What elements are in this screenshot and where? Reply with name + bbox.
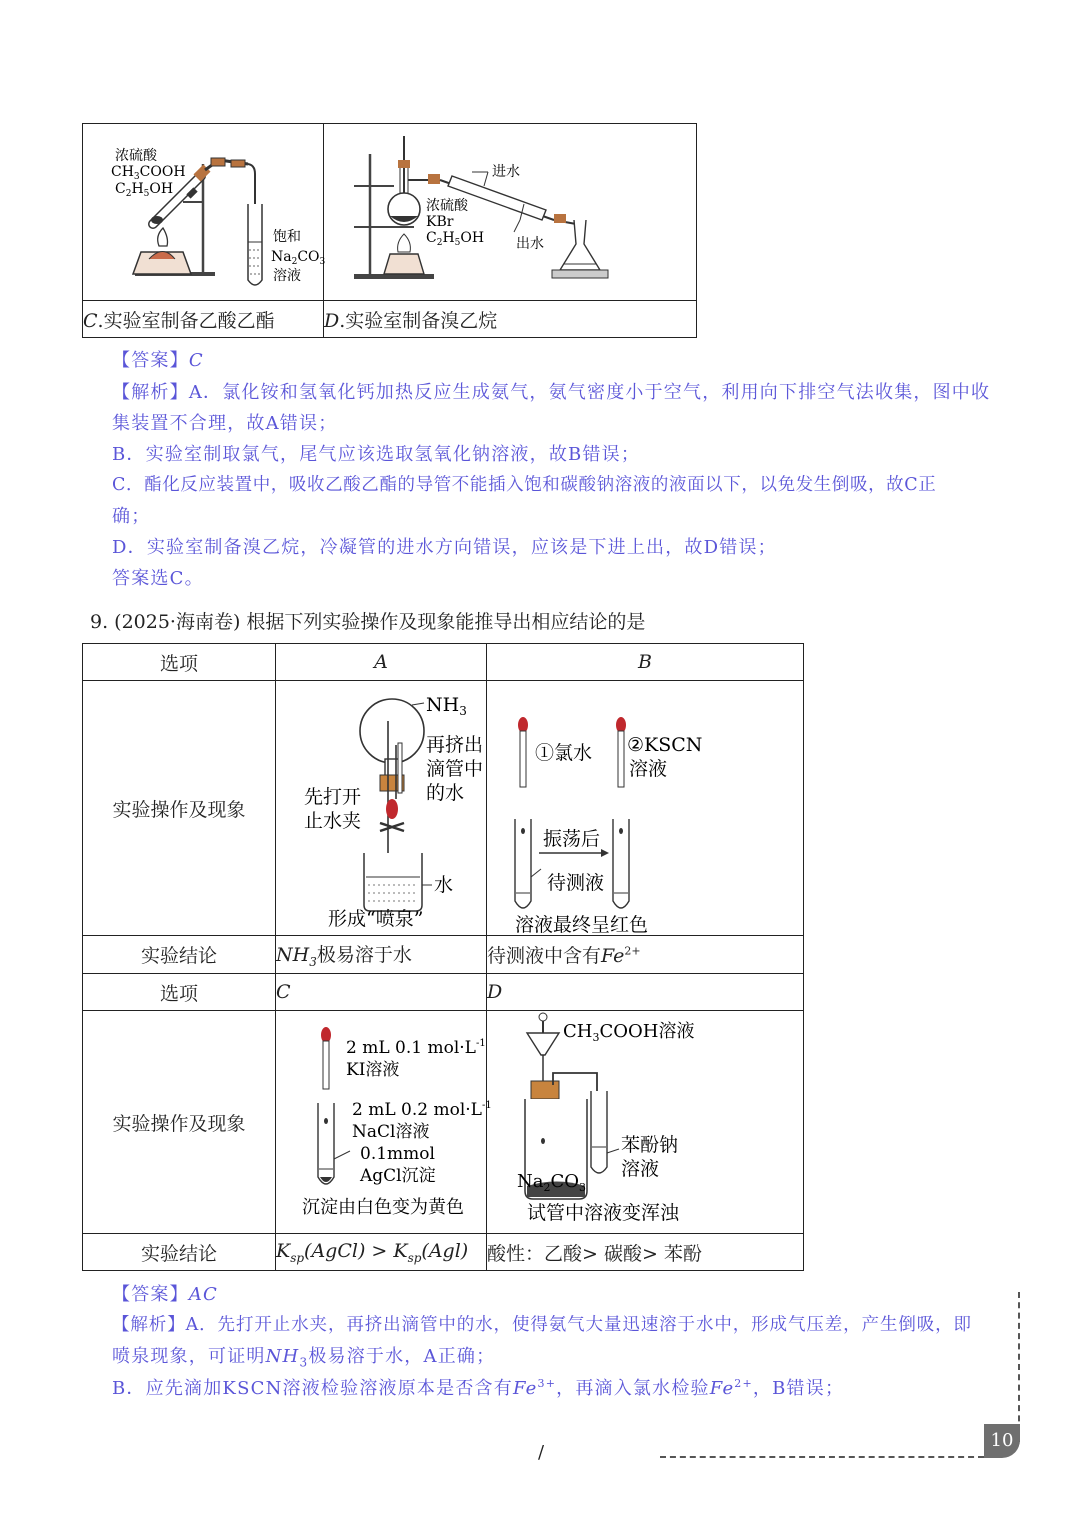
fig-c-label-na2co3: $Na_2CO_3$ [271,249,326,267]
fig-a-label-nh3: $NH_3$ [426,694,467,718]
row-label-conclusion-ab: 实验结论 [83,936,276,974]
fig-a-caption: 形成“喷泉” [328,908,424,930]
page-number-badge [984,1424,1020,1458]
fig-c2-label-ki-conc: 2 mL 0.1 $mol\cdot L^{-1}$ [346,1038,486,1058]
experiment-table [82,643,804,1271]
fig-b-label-kscn: ②KSCN [627,734,703,756]
header-a: A [276,644,487,681]
fig-b-label-sample: 待测液 [547,872,605,894]
fig-a-label-water: 水 [434,874,454,896]
fig-d2-label-na2co3: $Na_2CO_3$ [517,1171,587,1194]
header-option: 选项 [83,644,276,681]
fig-c-label-solution: 溶液 [273,268,301,284]
figure-precipitate-conversion [276,1011,492,1233]
figure-fe-test [487,681,803,935]
footer-dashed-vertical [1018,1292,1020,1442]
question-9-stem: 9. (2025·海南卷) 根据下列实验操作及现象能推导出相应结论的是 [90,611,646,633]
answer-2: 【答案】AC [112,1284,218,1305]
fig-d-label-water-in: 进水 [492,164,520,180]
analysis-1-line-7: 答案选C。 [112,568,204,589]
fig-a-label-open-2: 止水夹 [304,810,362,832]
fig-a-label-squeeze-2: 滴管中 [426,758,484,780]
fig-d-label-ethanol: $C_2H_5OH$ [426,230,485,248]
fig-c-label-ethanol: $C_2H_5OH$ [115,181,174,199]
fig-c-label-acetic: $CH_3COOH$ [111,164,186,182]
fig-c2-caption: 沉淀由白色变为黄色 [302,1197,464,1218]
fig-b-caption: 溶液最终呈红色 [515,914,649,936]
fig-d2-label-phenolate-sol: 溶液 [621,1158,660,1180]
row-label-operation-cd: 实验操作及现象 [83,1011,276,1234]
conclusion-c: $K_{sp}(AgCl) > K_{sp}(Agl)$ [276,1234,487,1271]
label-cell-d: D.实验室制备溴乙烷 [324,301,697,338]
row-label-operation-ab: 实验操作及现象 [83,681,276,936]
analysis-1-line-6: D．实验室制备溴乙烷，冷凝管的进水方向错误，应该是下进上出，故D错误； [112,537,777,558]
header-c: C [276,974,487,1011]
analysis-1-line-1: 【解析】A．氯化铵和氢氧化钙加热反应生成氨气，氨气密度小于空气，利用向下排空气法收集，图中收 [112,382,991,403]
fig-c2-label-nacl-conc: 2 mL 0.2 $mol\cdot L^{-1}$ [352,1100,492,1120]
fig-c2-label-agcl: AgCl沉淀 [360,1166,436,1186]
analysis-2-line-1: 【解析】A．先打开止水夹，再挤出滴管中的水，使得氨气大量迅速溶于水中，形成气压差，产生倒吸，即 [112,1315,972,1335]
figure-ester-apparatus [83,124,326,300]
header-d: D [487,974,804,1011]
analysis-2-line-2: 喷泉现象，可证明$NH_3$极易溶于水，A正确； [112,1346,496,1370]
figure-acidity-comparison [487,1011,803,1233]
fig-d2-label-acetic: $CH_3COOH$溶液 [563,1021,695,1044]
figure-cell-c2 [276,1011,492,1234]
fig-b-label-kscn-sol: 溶液 [629,758,668,780]
fig-a-label-open-1: 先打开 [304,786,362,808]
page-number: 10 [990,1430,1014,1451]
conclusion-a: $NH_3$极易溶于水 [276,936,487,974]
apparatus-table-cd [82,123,697,338]
fig-d-label-acid: 浓硫酸 [426,198,468,214]
fig-c-label-acid: 浓硫酸 [115,148,157,164]
analysis-1-line-2: 集装置不合理，故A错误； [112,413,338,434]
header-b: B [487,644,804,681]
fig-d2-caption: 试管中溶液变浑浊 [527,1202,680,1224]
fig-c2-label-ki: KI溶液 [346,1060,400,1080]
fig-b-label-chlorine: ①氯水 [535,742,593,764]
fig-d2-label-phenolate: 苯酚钠 [621,1134,679,1156]
fig-a-label-squeeze-1: 再挤出 [426,734,484,756]
figure-cell-d [324,124,697,301]
fig-c-label-saturated: 饱和 [273,229,301,245]
figure-cell-c [83,124,324,301]
analysis-1-line-5: 确； [112,506,151,527]
analysis-1-line-3: B．实验室制取氯气，尾气应该选取氢氧化钠溶液，故B错误； [112,444,641,465]
row-label-conclusion-cd: 实验结论 [83,1234,276,1271]
figure-fountain-experiment [276,681,486,935]
fig-d-label-water-out: 出水 [516,236,544,252]
label-cell-c: C.实验室制备乙酸乙酯 [83,301,324,338]
figure-cell-a [276,681,487,936]
conclusion-d: 酸性：乙酸> 碳酸> 苯酚 [487,1234,804,1271]
fig-a-label-squeeze-3: 的水 [426,782,465,804]
fig-c2-label-nacl: NaCl溶液 [352,1122,430,1142]
figure-cell-d2 [487,1011,804,1234]
analysis-1-line-4: C．酯化反应装置中，吸收乙酸乙酯的导管不能插入饱和碳酸钠溶液的液面以下，以免发生倒吸，故C正 [112,475,937,495]
header-option-2: 选项 [83,974,276,1011]
fig-b-label-shake: 振荡后 [543,828,601,850]
answer-1: 【答案】C [112,350,204,371]
analysis-2-line-3: B．应先滴加KSCN溶液检验溶液原本是否含有$Fe^{3+}$，再滴入氯水检验$Fe^{2+}$，B错误； [112,1377,845,1399]
fig-c2-label-amount: 0.1mmol [360,1144,435,1164]
fig-d-label-kbr: KBr [426,214,454,230]
figure-bromoethane-apparatus [324,124,696,300]
figure-cell-b [487,681,804,936]
conclusion-b: 待测液中含有$Fe^{2+}$ [487,936,804,974]
footer-slash: / [538,1442,545,1463]
footer-dashed-horizontal [660,1456,984,1458]
